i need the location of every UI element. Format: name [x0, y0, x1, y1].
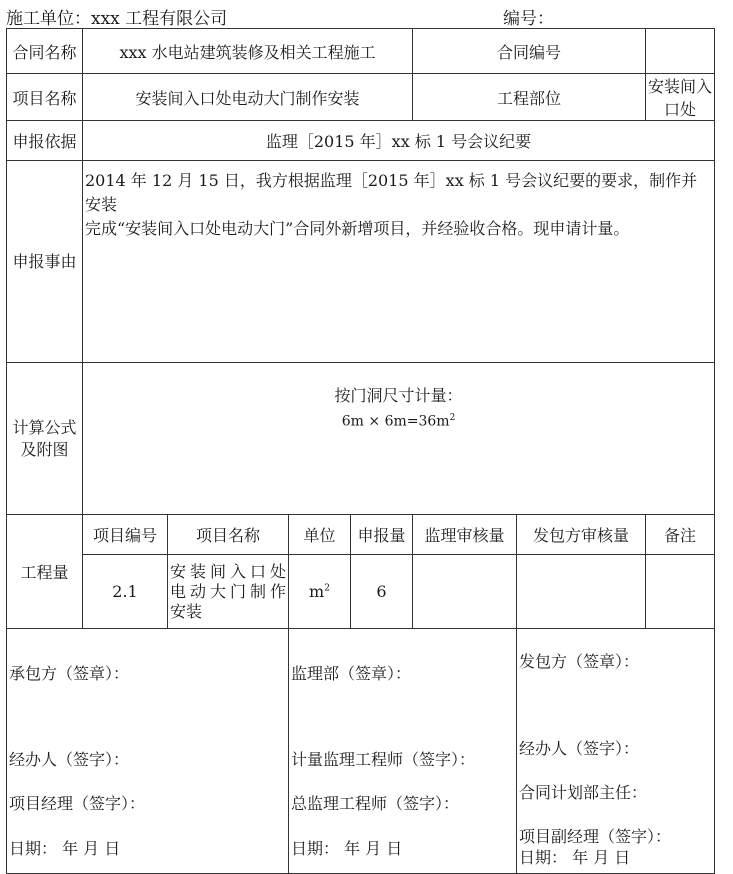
project-row — [7, 74, 715, 121]
basis-row — [7, 121, 715, 161]
item-remark — [646, 555, 715, 629]
quantity-label: 工程量 — [7, 515, 83, 629]
quantity-data-row — [7, 555, 715, 629]
col-header-owner-qty: 发包方审核量 — [517, 515, 646, 555]
contract-no-label: 合同编号 — [413, 29, 646, 74]
contractor-seal: 承包方（签章）： — [9, 664, 130, 683]
owner-deputy: 项目副经理（签字）： — [519, 827, 672, 846]
owner-handler: 经办人（签字）： — [519, 739, 640, 758]
project-part-value: 安装间入口处 — [646, 74, 715, 121]
project-name-value: 安装间入口处电动大门制作安装 — [83, 74, 413, 121]
item-name: 安装间入口处 电动大门制作 安装 — [168, 555, 289, 629]
contractor-unit: 施工单位：xxx 工程有限公司 — [6, 9, 228, 29]
supervisor-engineer: 计量监理工程师（签字）： — [291, 750, 476, 769]
contract-no-value — [646, 29, 715, 74]
measurement-form — [6, 28, 715, 874]
matter-content — [83, 161, 715, 363]
contractor-handler: 经办人（签字）： — [9, 750, 130, 769]
col-header-item-name: 项目名称 — [168, 515, 289, 555]
basis-label: 申报依据 — [7, 121, 83, 161]
item-no: 2.1 — [83, 555, 168, 629]
project-part-label: 工程部位 — [413, 74, 646, 121]
matter-line-1: 2014 年 12 月 15 日，我方根据监理［2015 年］xx 标 1 号会议纪要的要求，制作并安装 — [85, 171, 698, 214]
item-declared: 6 — [351, 555, 413, 629]
item-owner-qty — [517, 555, 646, 629]
formula-label — [7, 363, 83, 515]
item-unit: $m^2$ — [289, 555, 351, 629]
contractor-manager: 项目经理（签字）： — [9, 794, 146, 813]
formula-line-1: 按门洞尺寸计量： — [334, 386, 463, 405]
supervisor-chief: 总监理工程师（签字）： — [291, 794, 460, 813]
formula-label-line-1: 计算公式 — [12, 417, 77, 437]
number-label: 编号： — [503, 9, 554, 29]
col-header-unit: 单位 — [289, 515, 351, 555]
formula-row — [7, 363, 715, 515]
col-header-supervisor-qty: 监理审核量 — [413, 515, 517, 555]
owner-date: 日期： 年 月 日 — [519, 848, 631, 867]
supervisor-date: 日期： 年 月 日 — [291, 839, 403, 858]
owner-director: 合同计划部主任： — [519, 783, 648, 802]
basis-value: 监理［2015 年］xx 标 1 号会议纪要 — [83, 121, 715, 161]
formula-label-line-2: 及附图 — [20, 439, 69, 459]
quantity-header-row — [7, 515, 715, 555]
matter-row — [7, 161, 715, 363]
col-header-declared: 申报量 — [351, 515, 413, 555]
supervisor-seal: 监理部（签章）： — [291, 664, 412, 683]
project-name-label: 项目名称 — [7, 74, 83, 121]
formula-content — [83, 363, 715, 515]
contractor-signature-block — [7, 629, 289, 874]
col-header-item-no: 项目编号 — [83, 515, 168, 555]
supervisor-signature-block — [289, 629, 517, 874]
signature-row — [7, 629, 715, 874]
contract-row — [7, 29, 715, 74]
owner-signature-block — [517, 629, 715, 874]
contractor-date: 日期： 年 月 日 — [9, 839, 121, 858]
item-supervisor-qty — [413, 555, 517, 629]
contract-name-value: xxx 水电站建筑装修及相关工程施工 — [83, 29, 413, 74]
contract-name-label: 合同名称 — [7, 29, 83, 74]
col-header-remark: 备注 — [646, 515, 715, 555]
owner-seal: 发包方（签章）： — [519, 652, 640, 671]
matter-label: 申报事由 — [7, 161, 83, 363]
formula-line-2: $6m \times 6m=36m^2$ — [341, 413, 456, 430]
matter-line-2: 完成“安装间入口处电动大门”合同外新增项目，并经验收合格。现申请计量。 — [85, 219, 630, 238]
